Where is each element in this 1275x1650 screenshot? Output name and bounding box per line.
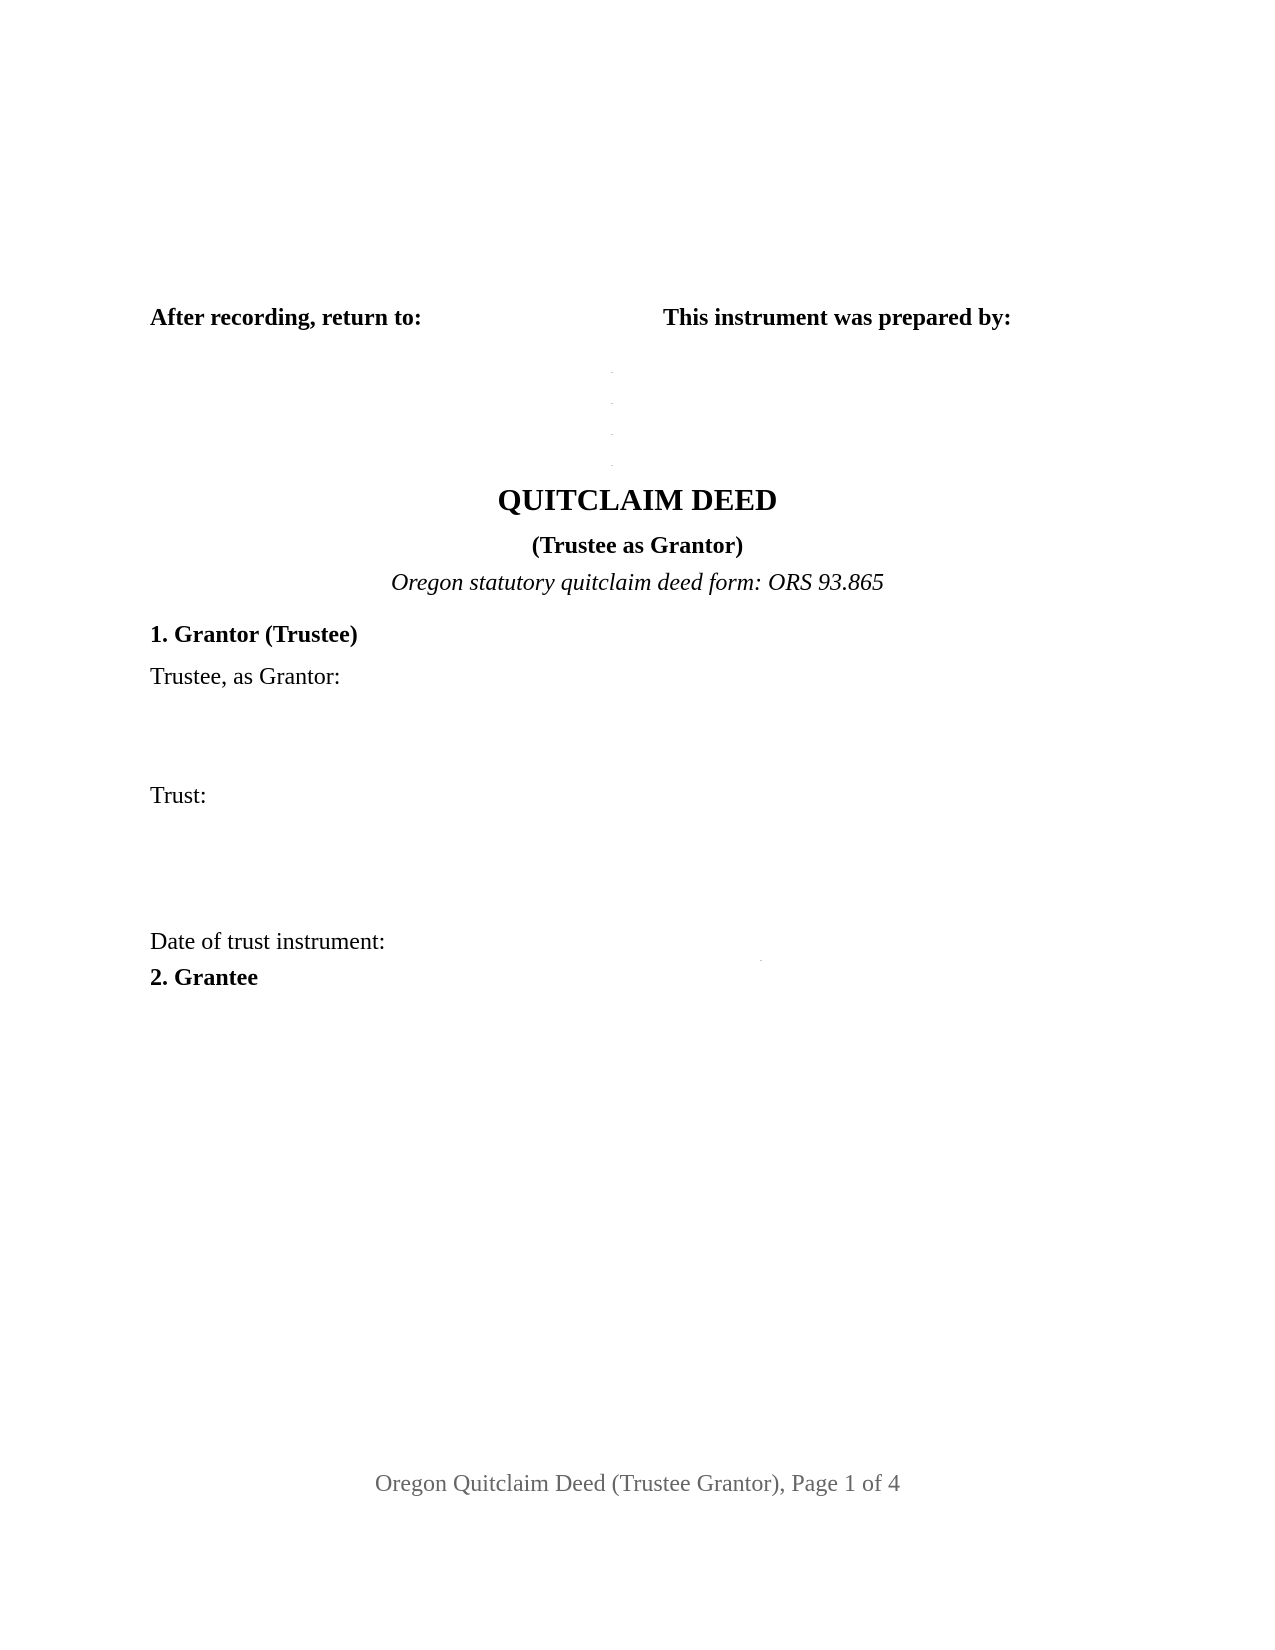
faint-mark xyxy=(611,465,613,466)
prepared-by-label: This instrument was prepared by: xyxy=(663,305,1012,331)
faint-mark xyxy=(760,960,762,961)
grantee-section-heading: 2. Grantee xyxy=(150,965,258,991)
document-subtitle: (Trustee as Grantor) xyxy=(531,533,744,559)
faint-mark xyxy=(611,372,613,373)
trust-label: Trust: xyxy=(150,783,207,809)
trustee-grantor-label: Trustee, as Grantor: xyxy=(150,664,341,690)
faint-mark xyxy=(611,403,613,404)
trust-date-label: Date of trust instrument: xyxy=(150,929,386,955)
page-footer: Oregon Quitclaim Deed (Trustee Grantor), Page 1 of 4 xyxy=(375,1471,900,1497)
return-to-label: After recording, return to: xyxy=(150,305,422,331)
statute-reference: Oregon statutory quitclaim deed form: ORS 93.865 xyxy=(390,570,885,596)
grantor-section-heading: 1. Grantor (Trustee) xyxy=(150,622,358,648)
document-title: QUITCLAIM DEED xyxy=(497,482,778,517)
faint-mark xyxy=(611,434,613,435)
